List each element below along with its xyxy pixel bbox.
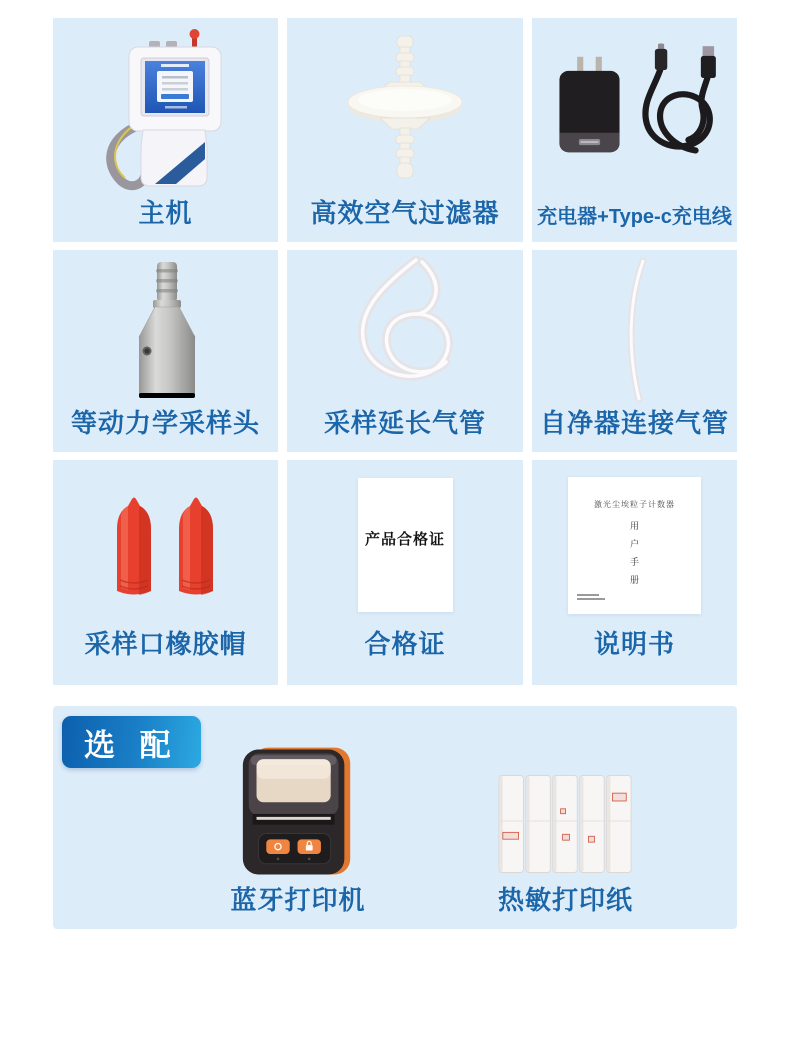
thermal-paper-image xyxy=(495,767,637,886)
accessory-label: 等动力学采样头 xyxy=(70,408,260,439)
accessory-card-sampling-head xyxy=(53,250,278,452)
accessory-card-air-filter xyxy=(287,18,523,242)
accessory-card-extension-tube xyxy=(287,250,523,452)
optional-item-label: 热敏打印纸 xyxy=(497,885,633,916)
accessory-label: 高效空气过滤器 xyxy=(310,198,500,229)
manual-image xyxy=(532,460,737,630)
accessory-label: 自净器连接气管 xyxy=(539,408,729,439)
extension-tube-image xyxy=(287,250,523,409)
optional-item-paper xyxy=(478,767,653,921)
certificate-title: 产品合格证 xyxy=(364,530,445,548)
accessory-card-connection-tube xyxy=(532,250,737,452)
bluetooth-printer-image xyxy=(237,743,359,886)
optional-item-printer xyxy=(213,743,383,921)
connection-tube-image xyxy=(532,250,737,409)
accessory-card-manual xyxy=(532,460,737,685)
charger-cable-image xyxy=(532,18,737,206)
optional-badge: 选 配 xyxy=(62,716,201,768)
accessory-label: 主机 xyxy=(138,198,193,229)
accessory-card-certificate xyxy=(287,460,523,685)
certificate-image xyxy=(287,460,523,630)
accessory-card-charger xyxy=(532,18,737,242)
manual-footnote-lines xyxy=(577,592,605,600)
optional-item-label: 蓝牙打印机 xyxy=(230,885,366,916)
rubber-caps-image xyxy=(53,460,278,630)
manual-vertical-title: 用户手册 xyxy=(629,520,639,593)
sampling-head-image xyxy=(53,250,278,409)
manual-title: 激光尘埃粒子计数器 xyxy=(594,499,675,509)
accessory-card-rubber-caps xyxy=(53,460,278,685)
accessory-label: 说明书 xyxy=(593,629,675,660)
accessory-label: 采样口橡胶帽 xyxy=(84,629,247,660)
certificate-card xyxy=(358,478,453,612)
air-filter-image xyxy=(287,18,523,199)
accessory-label: 合格证 xyxy=(364,629,446,660)
accessory-card-main-unit xyxy=(53,18,278,242)
optional-section xyxy=(53,706,737,929)
accessory-label: 采样延长气管 xyxy=(323,408,486,439)
manual-card xyxy=(568,477,701,614)
main-unit-image xyxy=(53,18,278,199)
accessory-label: 充电器+Type-c充电线 xyxy=(537,206,732,228)
